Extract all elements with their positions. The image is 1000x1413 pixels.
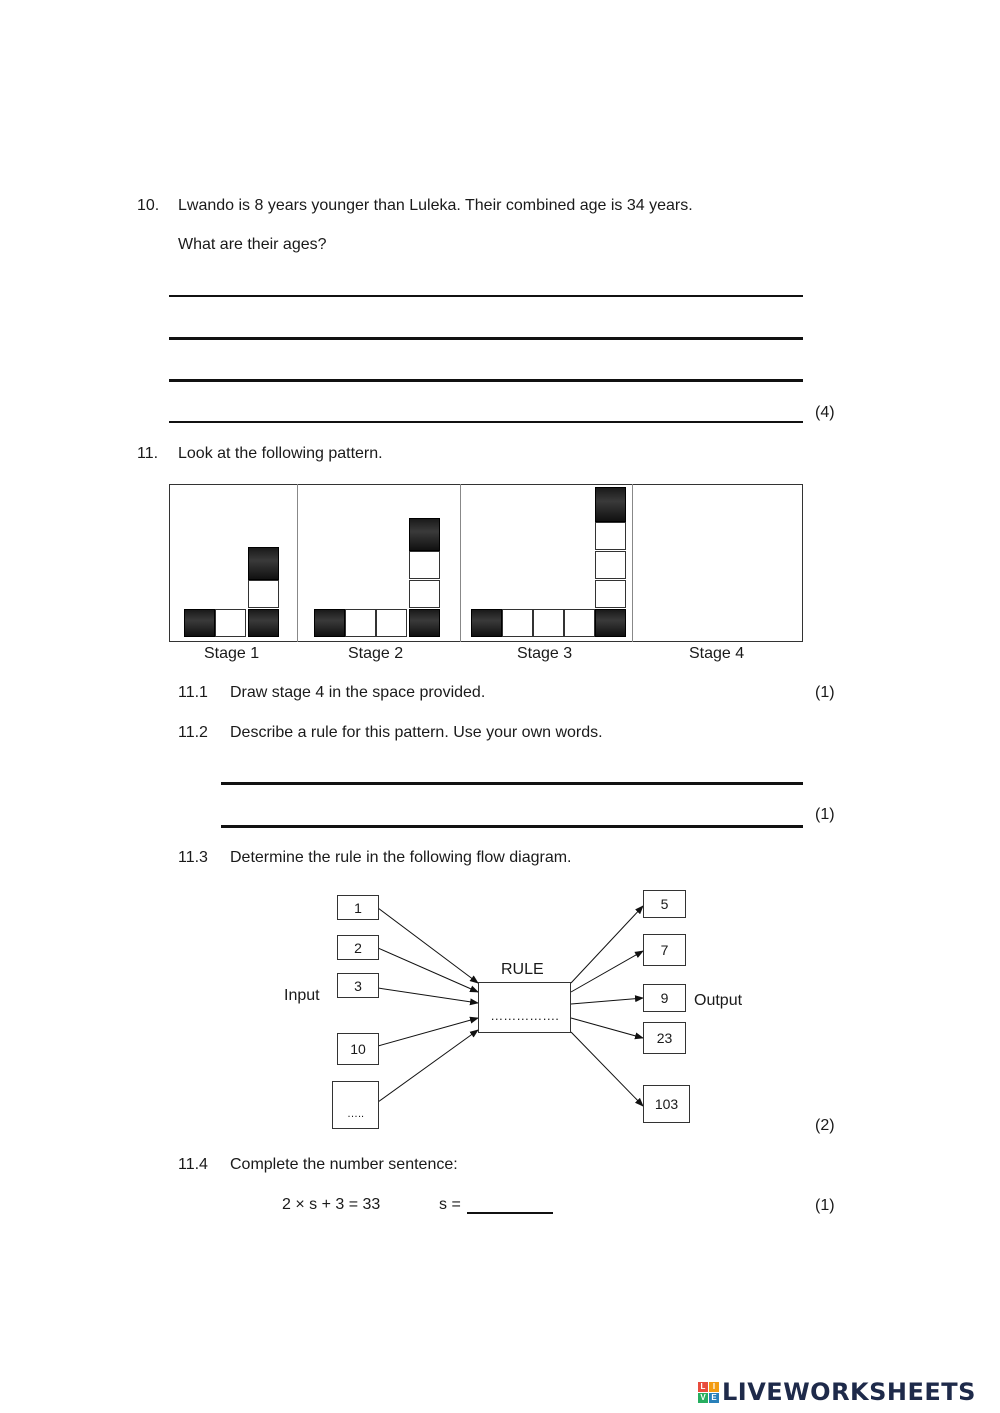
output-box-2: 7 — [643, 934, 686, 966]
q11-3-number: 11.3 — [178, 849, 208, 866]
q11-2-text: Describe a rule for this pattern. Use your own words. — [230, 724, 603, 741]
logo-letter-l: L — [698, 1382, 708, 1392]
q11-2-number: 11.2 — [178, 724, 208, 741]
logo-mark-icon — [698, 1382, 719, 1403]
q11-4-marks: (1) — [815, 1197, 835, 1214]
q11-text: Look at the following pattern. — [178, 445, 383, 462]
q11-1-text: Draw stage 4 in the space provided. — [230, 684, 486, 701]
q11-3-text: Determine the rule in the following flow diagram. — [230, 849, 572, 866]
input-box-3: 3 — [337, 973, 379, 998]
q11-4-number: 11.4 — [178, 1156, 208, 1173]
logo-text: LIVEWORKSHEETS — [722, 1378, 976, 1406]
q11-2-marks: (1) — [815, 806, 835, 823]
liveworksheets-logo[interactable] — [698, 1378, 976, 1406]
q10-prompt: What are their ages? — [178, 236, 327, 253]
output-box-3: 9 — [643, 984, 686, 1012]
logo-letter-v: V — [698, 1393, 708, 1403]
stage-label-2: Stage 2 — [348, 645, 404, 662]
input-box-5[interactable]: ….. — [332, 1081, 379, 1129]
rule-box[interactable] — [478, 982, 571, 1033]
q11-1-marks: (1) — [815, 684, 835, 701]
stage-label-1: Stage 1 — [204, 645, 260, 662]
output-box-1: 5 — [643, 890, 686, 918]
output-box-4: 23 — [643, 1022, 686, 1054]
stage-label-3: Stage 3 — [517, 645, 573, 662]
input-box-4: 10 — [337, 1033, 379, 1065]
input-box-2: 2 — [337, 935, 379, 960]
input-label: Input — [284, 987, 320, 1004]
logo-letter-i: I — [709, 1382, 719, 1392]
q10-text: Lwando is 8 years younger than Luleka. Their combined age is 34 years. — [178, 197, 693, 214]
q10-marks: (4) — [815, 404, 835, 421]
number-sentence: 2 × s + 3 = 33 — [282, 1196, 381, 1213]
output-box-5: 103 — [643, 1085, 690, 1123]
answer-label: s = — [439, 1196, 461, 1213]
s-answer-line[interactable] — [467, 1212, 553, 1214]
rule-label: RULE — [501, 961, 544, 978]
input-box-1: 1 — [337, 895, 379, 920]
q11-4-text: Complete the number sentence: — [230, 1156, 458, 1173]
q10-number: 10. — [137, 197, 160, 214]
q11-3-marks: (2) — [815, 1117, 835, 1134]
stage-label-4: Stage 4 — [689, 645, 745, 662]
q11-1-number: 11.1 — [178, 684, 208, 701]
output-label: Output — [694, 992, 743, 1009]
q11-number: 11. — [137, 445, 159, 462]
rule-value: ……………. — [490, 1008, 559, 1023]
logo-letter-e: E — [709, 1393, 719, 1403]
